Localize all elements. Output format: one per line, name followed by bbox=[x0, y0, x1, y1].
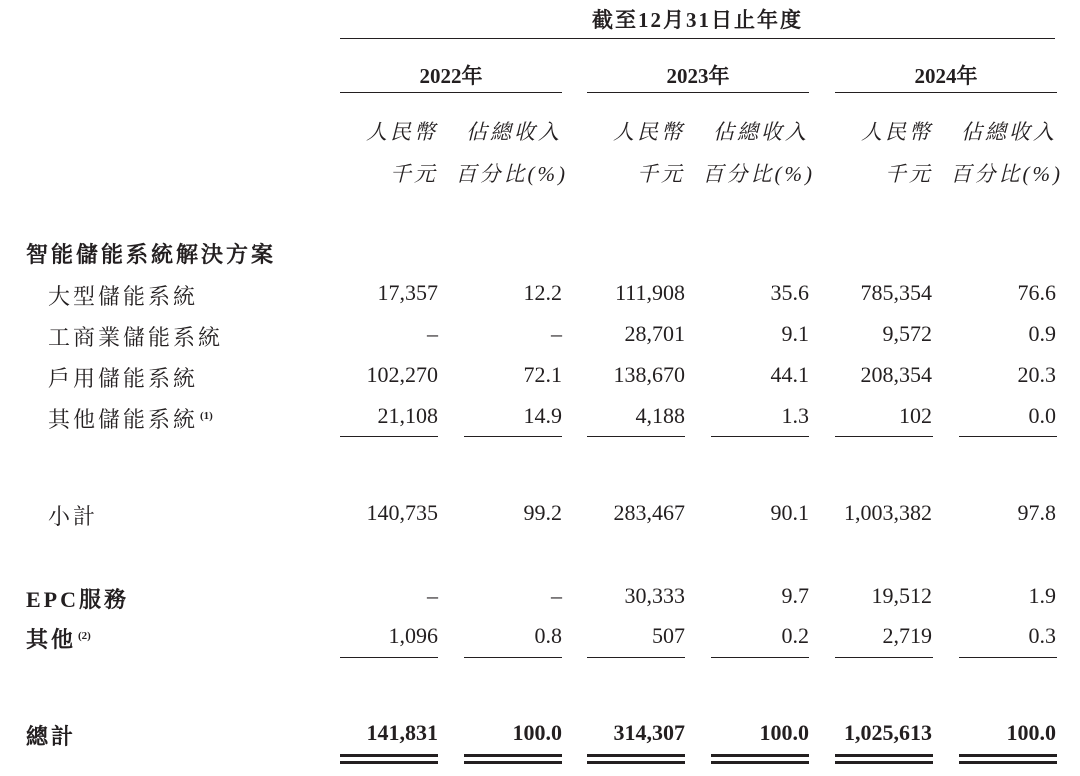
pre-total-line bbox=[835, 657, 933, 658]
row-label bbox=[26, 623, 91, 654]
percent-cell: – bbox=[551, 583, 562, 608]
col-pct-header: 佔總收入 bbox=[961, 120, 1057, 144]
total-double-line bbox=[835, 754, 933, 757]
percent-cell: 9.1 bbox=[781, 321, 809, 346]
total-double-line bbox=[587, 761, 685, 764]
total-double-line bbox=[835, 761, 933, 764]
row-label bbox=[48, 321, 223, 352]
row-label bbox=[48, 403, 213, 434]
col-amount-header: 人民幣 bbox=[366, 120, 438, 144]
percent-cell: 1.3 bbox=[781, 403, 809, 428]
col-pct-header: 佔總收入 bbox=[713, 120, 809, 144]
row-label bbox=[26, 238, 276, 269]
amount-cell: 4,188 bbox=[635, 403, 685, 428]
amount-cell: 30,333 bbox=[624, 583, 685, 608]
amount-cell: 141,831 bbox=[366, 720, 438, 745]
amount-cell: 208,354 bbox=[860, 362, 932, 387]
col-amount-header: 千元 bbox=[885, 162, 933, 186]
amount-cell: 2,719 bbox=[882, 623, 932, 648]
amount-cell: 1,096 bbox=[388, 623, 438, 648]
row-label bbox=[26, 720, 76, 751]
row-label-text: 總計 bbox=[26, 724, 77, 749]
row-label-text: 大型儲能系統 bbox=[48, 284, 199, 309]
row-label bbox=[48, 500, 98, 531]
amount-cell: 140,735 bbox=[366, 500, 438, 525]
subtotal-line bbox=[464, 436, 562, 437]
amount-cell: 102,270 bbox=[366, 362, 438, 387]
row-label-text: 戶用儲能系統 bbox=[48, 366, 199, 391]
subtotal-line bbox=[587, 436, 685, 437]
total-double-line bbox=[340, 761, 438, 764]
subtotal-line bbox=[340, 436, 438, 437]
col-amount-header: 人民幣 bbox=[613, 120, 685, 144]
subtotal-line bbox=[835, 436, 933, 437]
amount-cell: 111,908 bbox=[615, 280, 685, 305]
period-header: 截至12月31日止年度 bbox=[592, 8, 803, 32]
percent-cell: 99.2 bbox=[523, 500, 562, 525]
percent-cell: 90.1 bbox=[770, 500, 809, 525]
percent-cell: 35.6 bbox=[770, 280, 809, 305]
percent-cell: 0.3 bbox=[1028, 623, 1056, 648]
amount-cell: 314,307 bbox=[613, 720, 685, 745]
subtotal-line bbox=[711, 436, 809, 437]
percent-cell: 1.9 bbox=[1028, 583, 1056, 608]
pre-total-line bbox=[587, 657, 685, 658]
col-pct-header: 百分比(%) bbox=[455, 162, 568, 186]
percent-cell: 0.9 bbox=[1028, 321, 1056, 346]
row-label-text: 工商業儲能系統 bbox=[48, 325, 224, 350]
col-pct-header: 佔總收入 bbox=[466, 120, 562, 144]
row-label-text: 小計 bbox=[48, 504, 99, 529]
percent-cell: 0.0 bbox=[1028, 403, 1056, 428]
percent-cell: 100.0 bbox=[1006, 720, 1056, 745]
percent-cell: 0.8 bbox=[534, 623, 562, 648]
percent-cell: 76.6 bbox=[1017, 280, 1056, 305]
row-label-text: 其他儲能系統 bbox=[48, 407, 199, 432]
pre-total-line bbox=[711, 657, 809, 658]
amount-cell: – bbox=[427, 583, 438, 608]
year-underline bbox=[340, 92, 562, 93]
total-double-line bbox=[711, 761, 809, 764]
amount-cell: 1,003,382 bbox=[844, 500, 932, 525]
year-header-2024: 2024年 bbox=[914, 64, 978, 88]
year-underline bbox=[587, 92, 809, 93]
row-label bbox=[48, 362, 198, 393]
pre-total-line bbox=[959, 657, 1057, 658]
row-label-text: 其他 bbox=[26, 627, 77, 652]
period-underline bbox=[340, 38, 1055, 39]
total-double-line bbox=[711, 754, 809, 757]
year-underline bbox=[835, 92, 1057, 93]
col-amount-header: 人民幣 bbox=[861, 120, 933, 144]
amount-cell: – bbox=[427, 321, 438, 346]
total-double-line bbox=[464, 754, 562, 757]
row-label bbox=[26, 583, 129, 614]
col-pct-header: 百分比(%) bbox=[950, 162, 1063, 186]
row-label-text: EPC服務 bbox=[26, 587, 130, 612]
footnote-marker: (2) bbox=[78, 630, 91, 642]
amount-cell: 283,467 bbox=[613, 500, 685, 525]
percent-cell: 44.1 bbox=[770, 362, 809, 387]
row-label bbox=[48, 280, 198, 311]
percent-cell: – bbox=[551, 321, 562, 346]
percent-cell: 100.0 bbox=[512, 720, 562, 745]
year-header-2022: 2022年 bbox=[419, 64, 483, 88]
amount-cell: 9,572 bbox=[882, 321, 932, 346]
percent-cell: 0.2 bbox=[781, 623, 809, 648]
pre-total-line bbox=[340, 657, 438, 658]
total-double-line bbox=[959, 754, 1057, 757]
amount-cell: 21,108 bbox=[377, 403, 438, 428]
year-header-2023: 2023年 bbox=[666, 64, 730, 88]
col-pct-header: 百分比(%) bbox=[702, 162, 815, 186]
row-label-text: 智能儲能系統解決方案 bbox=[26, 242, 277, 267]
percent-cell: 20.3 bbox=[1017, 362, 1056, 387]
total-double-line bbox=[959, 761, 1057, 764]
percent-cell: 14.9 bbox=[523, 403, 562, 428]
amount-cell: 28,701 bbox=[624, 321, 685, 346]
subtotal-line bbox=[959, 436, 1057, 437]
amount-cell: 102 bbox=[899, 403, 932, 428]
percent-cell: 9.7 bbox=[781, 583, 809, 608]
amount-cell: 17,357 bbox=[377, 280, 438, 305]
total-double-line bbox=[587, 754, 685, 757]
percent-cell: 72.1 bbox=[523, 362, 562, 387]
col-amount-header: 千元 bbox=[390, 162, 438, 186]
amount-cell: 507 bbox=[652, 623, 685, 648]
percent-cell: 97.8 bbox=[1017, 500, 1056, 525]
amount-cell: 19,512 bbox=[871, 583, 932, 608]
pre-total-line bbox=[464, 657, 562, 658]
percent-cell: 100.0 bbox=[759, 720, 809, 745]
total-double-line bbox=[340, 754, 438, 757]
amount-cell: 1,025,613 bbox=[844, 720, 932, 745]
percent-cell: 12.2 bbox=[523, 280, 562, 305]
amount-cell: 138,670 bbox=[613, 362, 685, 387]
footnote-marker: (1) bbox=[200, 410, 213, 422]
col-amount-header: 千元 bbox=[637, 162, 685, 186]
total-double-line bbox=[464, 761, 562, 764]
amount-cell: 785,354 bbox=[860, 280, 932, 305]
